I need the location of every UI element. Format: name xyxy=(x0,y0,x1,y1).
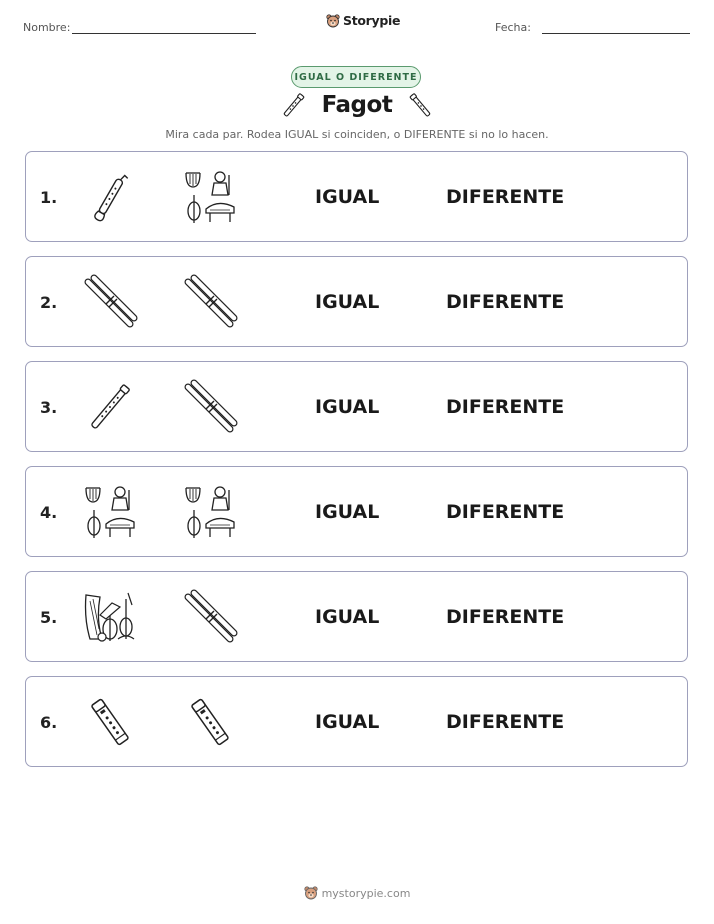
diferente-option[interactable]: DIFERENTE xyxy=(446,186,565,208)
row-number: 4. xyxy=(40,503,58,522)
igual-option[interactable]: IGUAL xyxy=(315,291,380,313)
row-number: 6. xyxy=(40,713,58,732)
footer xyxy=(0,886,714,900)
drumsticks-icon xyxy=(182,589,238,645)
bassoon-icon xyxy=(82,169,138,225)
igual-option[interactable]: IGUAL xyxy=(315,711,380,733)
igual-option[interactable]: IGUAL xyxy=(315,186,380,208)
row-number: 3. xyxy=(40,398,58,417)
exercise-row-3 xyxy=(25,361,688,452)
exercise-row-6 xyxy=(25,676,688,767)
date-label: Fecha: xyxy=(495,21,531,34)
igual-option[interactable]: IGUAL xyxy=(315,606,380,628)
row-number: 2. xyxy=(40,293,58,312)
page-title: Fagot xyxy=(321,92,393,118)
diferente-option[interactable]: DIFERENTE xyxy=(446,711,565,733)
bear-icon xyxy=(326,14,340,28)
exercise-row-4 xyxy=(25,466,688,557)
exercise-row-1 xyxy=(25,151,688,242)
flute-icon xyxy=(82,379,138,435)
igual-option[interactable]: IGUAL xyxy=(315,501,380,523)
brand-name: Storypie xyxy=(343,13,401,28)
igual-option[interactable]: IGUAL xyxy=(315,396,380,418)
diferente-option[interactable]: DIFERENTE xyxy=(446,501,565,523)
name-line[interactable] xyxy=(72,33,256,34)
instruments-group-icon xyxy=(182,169,238,225)
exercise-row-2 xyxy=(25,256,688,347)
date-line[interactable] xyxy=(542,33,690,34)
brand-logo xyxy=(326,13,400,28)
recorder-icon xyxy=(182,694,238,750)
instructions: Mira cada par. Rodea IGUAL si coinciden, o DIFERENTE si no lo hacen. xyxy=(165,128,549,141)
diferente-option[interactable]: DIFERENTE xyxy=(446,291,565,313)
diferente-option[interactable]: DIFERENTE xyxy=(446,396,565,418)
instruments-group-icon xyxy=(182,484,238,540)
activity-badge: IGUAL O DIFERENTE xyxy=(291,66,421,88)
orchestra-icon xyxy=(82,589,138,645)
drumsticks-icon xyxy=(182,274,238,330)
diferente-option[interactable]: DIFERENTE xyxy=(446,606,565,628)
recorder-icon xyxy=(82,694,138,750)
row-number: 1. xyxy=(40,188,58,207)
footer-url[interactable]: mystorypie.com xyxy=(321,886,411,900)
drumsticks-icon xyxy=(82,274,138,330)
exercise-row-5 xyxy=(25,571,688,662)
instruments-group-icon xyxy=(82,484,138,540)
bear-icon xyxy=(304,886,318,900)
drumsticks-icon xyxy=(182,379,238,435)
flute-deco-right-icon xyxy=(408,90,434,122)
row-number: 5. xyxy=(40,608,58,627)
name-label: Nombre: xyxy=(23,21,71,34)
